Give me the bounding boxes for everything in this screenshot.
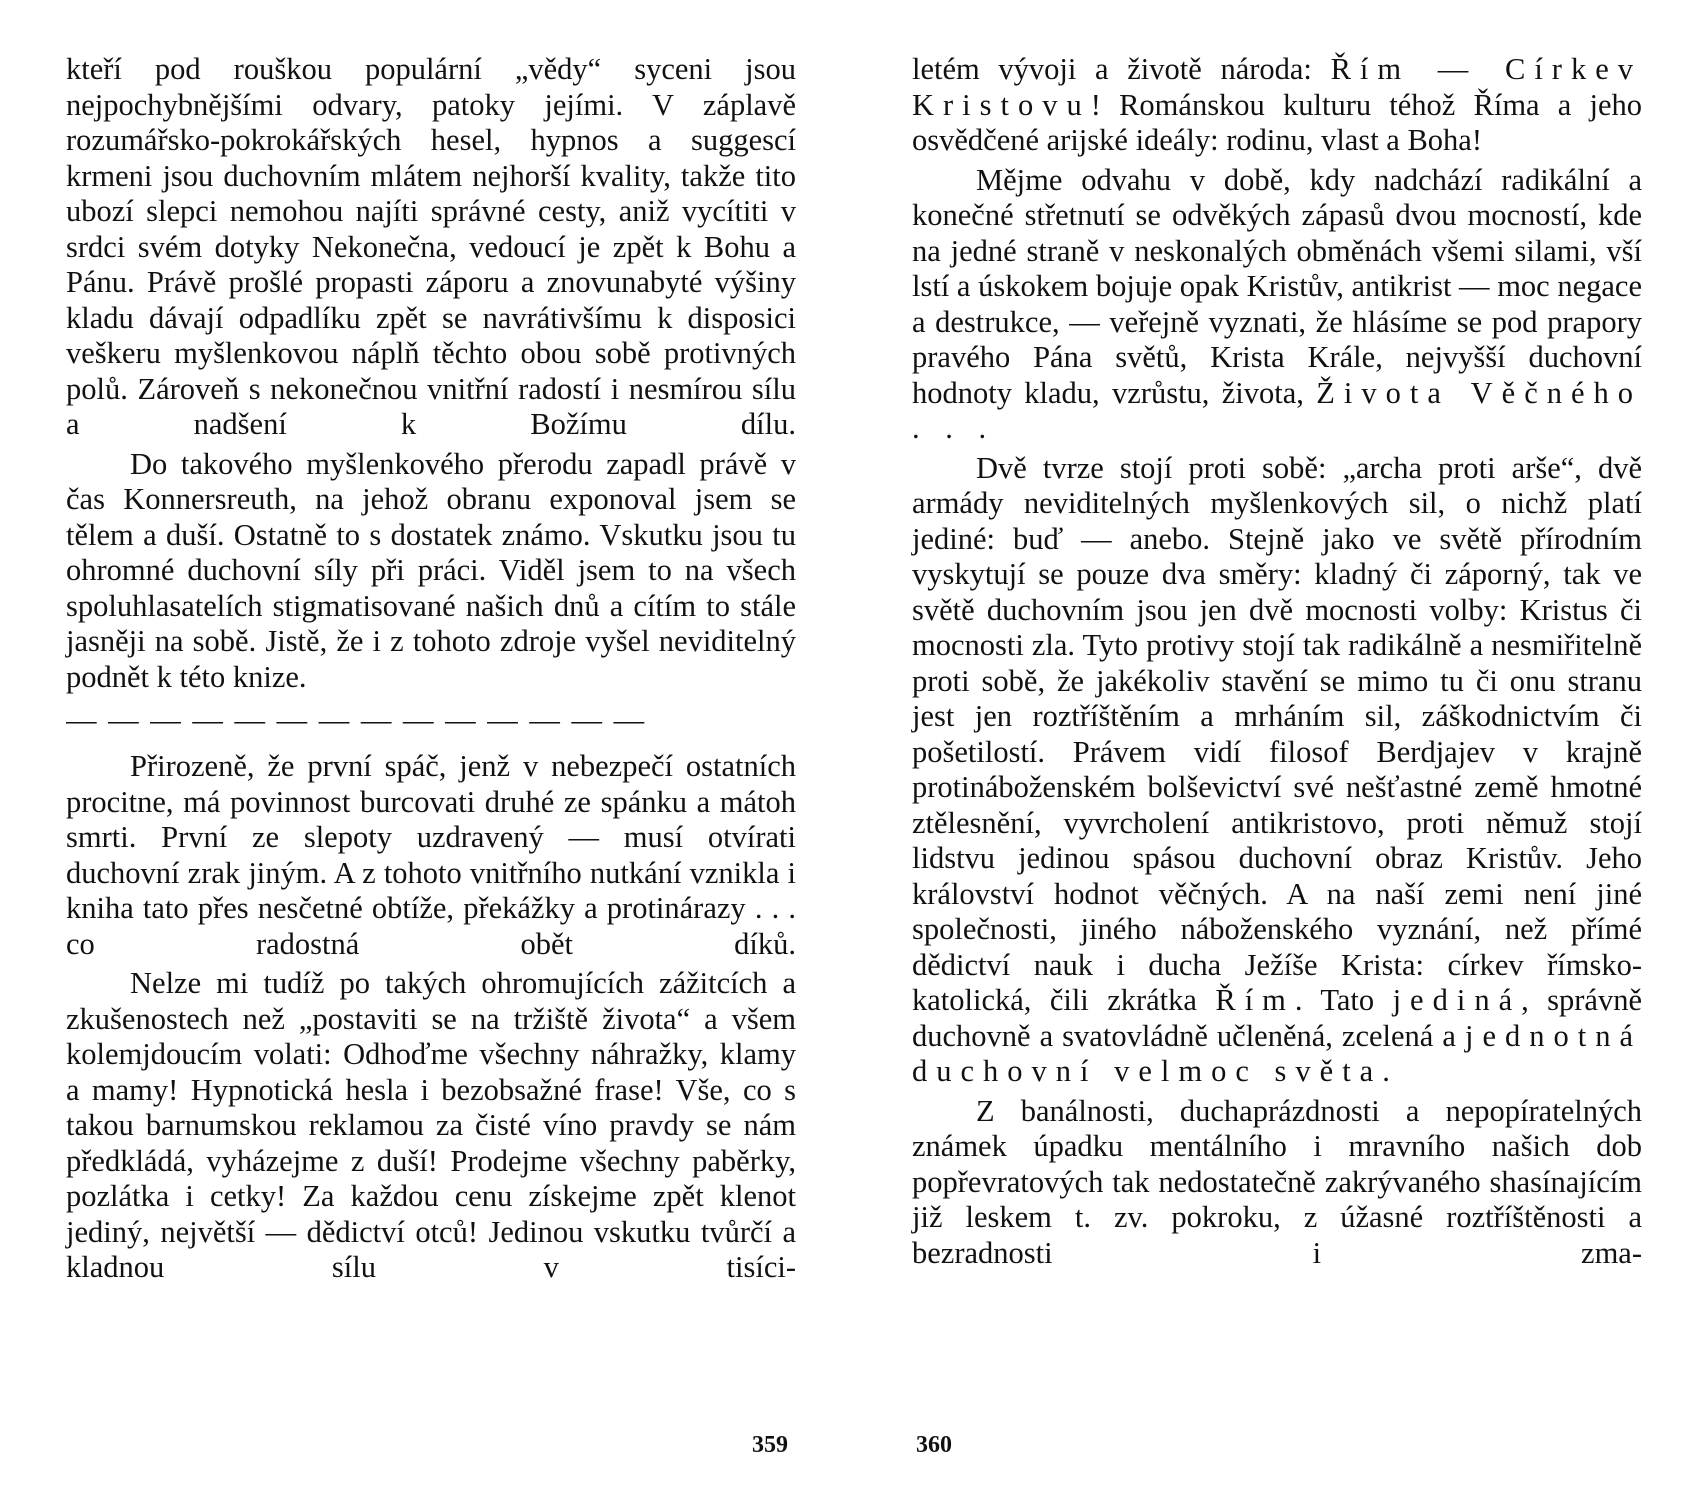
left-page	[66, 52, 796, 1286]
right-paragraph-3	[912, 451, 1642, 1090]
right-p3-seg-5: jednotná duchovní velmoc světa	[912, 1018, 1642, 1088]
left-paragraph-1: kteří pod rouškou populární „vědy“ syceni jsou nejpochybnějšími odvary, patoky jejími. V záplavě rozumářsko-pokrokářských hesel, hypnos a suggescí krmeni jsou duchovním mlátem nejhorší kvality, takže tito ubozí slepci nemohou najíti správné cesty, aniž vycítiti v srdci svém dotyky Nekonečna, vedoucí je zpět k Bohu a Pánu. Právě prošlé propasti záporu a znovunabyté výšiny kladu dávají odpadlíku zpět se navrátivšímu k disposici veškeru myšlenkovou náplň těchto obou sobě protivných polů. Zároveň s nekonečnou vnitřní radostí i nesmírou sílu a nadšení k Božímu dílu.	[66, 52, 796, 441]
right-paragraph-2	[912, 163, 1642, 447]
right-page	[912, 52, 1642, 1271]
right-p3-seg-4: , správně duchovně a svatovládně učleněná, zcelená a	[912, 983, 1642, 1053]
page-number-right: 360	[916, 1432, 952, 1458]
right-p3-seg-1: Řím	[1215, 983, 1295, 1017]
left-paragraph-4: Nelze mi tudíž po takých ohromujících zážitcích a zkušenostech než „postaviti se na tržiště života“ a všem kolemjdoucím volati: Odhoďme všechny náhražky, klamy a mamy! Hypnotická hesla i bezobsažné frase! Vše, co s takou barnumskou reklamou za čisté víno pravdy se nám předkládá, vyházejme z duší! Prodejme všechny paběrky, pozlátka i cetky! Za každou cenu získejme zpět klenot jediný, největší — dědictví otců! Jedinou vskutku tvůrčí a kladnou sílu v tisíci-	[66, 966, 796, 1284]
right-p3-seg-3: jediná	[1392, 983, 1522, 1017]
section-separator: — — — — — — — — — — — — — —	[66, 703, 647, 737]
right-p4-seg-0: Z banálnosti, duchaprázdnosti a nepopíratelných známek úpadku mentálního i mravního našich dob popřevratových tak nedostatečně zakrývaného shasínajícím již leskem t. zv. pokroku, z úžasné roztříštěnosti a bezradnosti i zma-	[912, 1093, 1642, 1270]
right-paragraph-1	[912, 52, 1642, 159]
right-p3-seg-2: . Tato	[1294, 983, 1393, 1017]
left-paragraph-2: Do takového myšlenkového přerodu zapadl právě v čas Konnersreuth, na jehož obranu exponoval jsem se tělem a duší. Ostatně to s dostatek známo. Vskutku jsou tu ohromné duchovní síly při práci. Viděl jsem to na všech spoluhlasatelích stigmatisované našich dnů a cítím to stále jasněji na sobě. Jistě, že i z tohoto zdroje vyšel neviditelný podnět k této knize.	[66, 446, 796, 694]
page-number-left: 359	[752, 1432, 788, 1458]
right-p2-seg-0: Mějme odvahu v době, kdy nadchází radikální a konečné střetnutí se odvěkých zápasů dvou mocností, kde na jedné straně v neskonalých obměnách všemi silami, vší lstí a úskokem bojuje opak Kristův, antikrist — moc negace a destrukce, — veřejně vyznati, že hlásíme se pod prapory pravého Pána světů, Krista Krále, nejvyšší duchovní hodnoty kladu, vzrůstu, života,	[912, 162, 1642, 410]
right-p1-seg-2: ! Románskou kulturu téhož Říma a jeho osvědčené arijské ideály: rodinu, vlast a Boha!	[912, 87, 1642, 157]
right-p3-seg-6: .	[1382, 1054, 1390, 1088]
right-p3-seg-0: Dvě tvrze stojí proti sobě: „archa proti arše“, dvě armády neviditelných myšlenkových sil, o nichž platí jediné: buď — anebo. Stejně jako ve světě přírodním vyskytují se pouze dva směry: kladný či záporný, tak ve světě duchovním jsou jen dvě mocnosti volby: Kristus či mocnosti zla. Tyto protivy stojí tak radikálně a nesmiřitelně proti sobě, že jakékoliv stavění se mimo tu či onu stranu jest jen roztříštěním a mrháním sil, záškodnictvím či pošetilostí. Právem vidí filosof Berdjajev v krajně protináboženském bolševictví své nešťastné země hmotné ztělesnění, vyvrcholení antikristovo, proti němuž stojí lidstvu jedinou spásou duchovní obraz Kristův. Jeho království hodnot věčných. A na naší zemi není jiné společnosti, jiného náboženského vyznání, než přímé dědictví nauk i ducha Ježíše Krista: církev římsko-katolická, čili zkrátka	[912, 450, 1642, 1017]
right-paragraph-4	[912, 1094, 1642, 1272]
left-paragraph-3: Přirozeně, že první spáč, jenž v nebezpečí ostatních procitne, má povinnost burcovati druhé ze spánku a mátoh smrti. První ze slepoty uzdravený — musí otvírati duchovní zrak jiným. A z tohoto vnitřního nutkání vznikla i kniha tato přes nesčetné obtíže, překážky a protinárazy . . . co radostná obět díků.	[66, 749, 796, 961]
right-p1-seg-0: letém vývoji a životě národa:	[912, 52, 1331, 86]
right-p1-seg-1: Řím — Církev Kristovu	[912, 52, 1642, 122]
right-p2-seg-1: Života Věčného . . .	[912, 375, 1643, 445]
